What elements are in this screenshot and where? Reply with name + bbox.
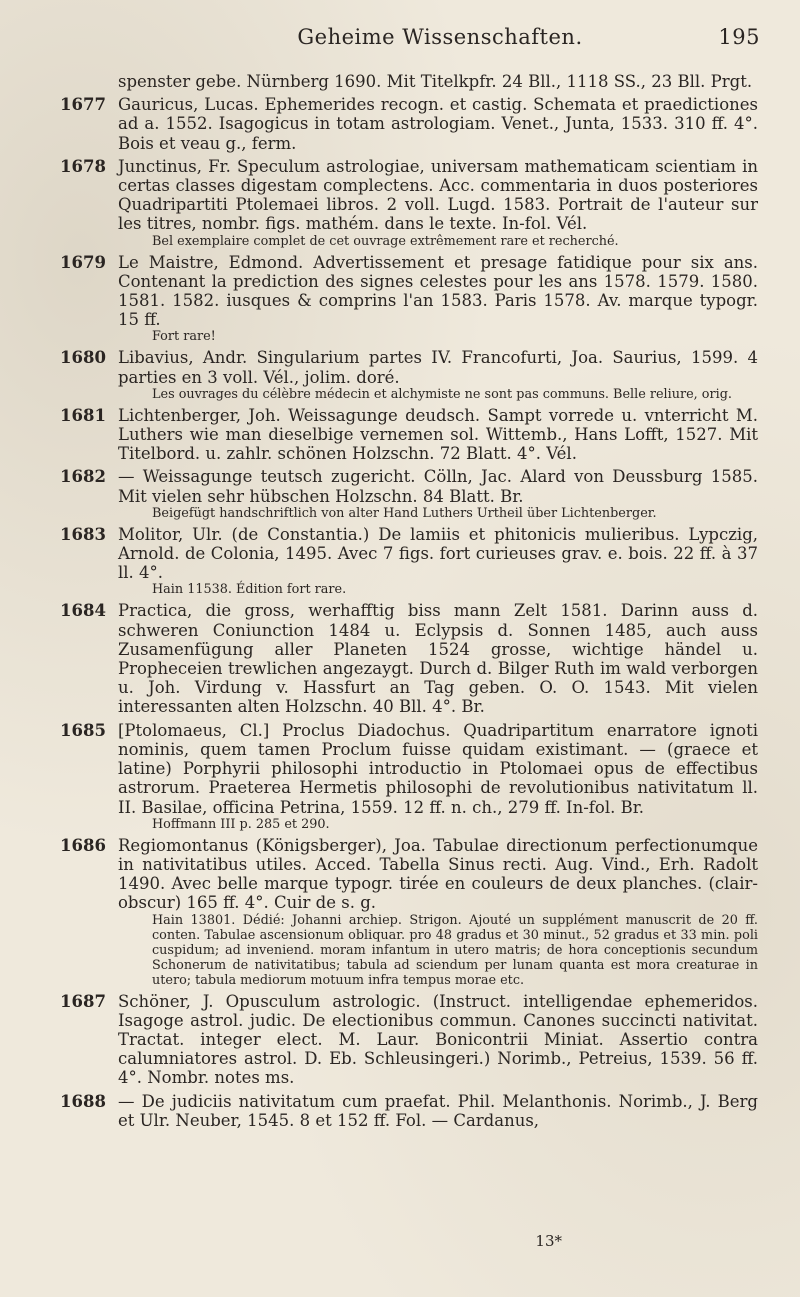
entry-text: Practica, die gross, werhafftig biss mann Zelt 1581. Darinn auss d. schweren Coniunction 1484 u. Eclypsis d. Sonnen 1485, auch auss Zusamenfügung aller Planeten 1524 grosse, wichtige händel u. Prophecеien trewlichen angezaygt. Durch d. Bilger Ruth im wald verborgen u. Joh. Virdung v. Hassfurt an Tag geben. O. O. 1543. Mit vielen interessanten alten Holzschn. 40 Bll. 4°. Br. [118, 601, 758, 717]
list-item [0, 1092, 800, 1130]
list-item [0, 467, 800, 520]
entry-note: Beigefügt handschriftlich von alter Hand Luthers Urtheil über Lichtenberger. [152, 505, 657, 521]
entry-number: 1682 [60, 467, 106, 487]
entry-note: Bel exemplaire complet de cet ouvrage extrêmement rare et recherché. [152, 233, 619, 249]
entry-number: 1685 [60, 720, 106, 740]
list-item [0, 836, 800, 988]
running-header [120, 25, 760, 55]
entry-text: Schöner, J. Opusculum astrologic. (Instruct. intelligendae ephemeridos. Isagoge astrol. judic. De electionibus commun. Canones succincti nativitat. Tractat. integer elect. M. Laur. Bonicontrii Miniat. Assertio contra calumniatores astrol. D. Eb. Schleusingeri.) Norimb., Petreius, 1539. 56 ff. 4°. Nombr. notes ms. [118, 991, 758, 1088]
entry-note: Hain 13801. Dédié: Johanni archiep. Strigon. Ajouté un supplément manuscrit de 20 ff. conten. Tabulae ascensionum obliquar. pro 48 gradus et 30 minut., 52 gradus et 33 min. poli cuspidum; ad inveniend. moram infantum in utero matris; de hora conceptionis secundum Schonerum de nativitatibus; tabula ad sciendum per lunam quanta est mora creaturae in utero; tabula mediorum motuum infra tempus morae etc. [152, 912, 758, 988]
entry-note: Fort rare! [152, 329, 216, 345]
catalogue-entries [0, 72, 800, 1134]
list-item [0, 601, 800, 716]
entry-text: [Ptolomaeus, Cl.] Proclus Diadochus. Quadripartitum enarratore ignoti nominis, quem tamen Proclum fuisse quidam existimant. — (graece et latine) Porphyrii philosophi introductio in Ptolomaei opus de effectibus astrorum. Praeterea Hermetis philosophi de revolutionibus nativitatum ll. II. Basilae, officina Petrina, 1559. 12 ff. n. ch., 279 ff. In-fol. Br. [118, 720, 758, 817]
list-item [0, 406, 800, 464]
list-item [0, 157, 800, 249]
list-item [0, 72, 800, 91]
entry-text: Regiomontanus (Königsberger), Joa. Tabulae directionum perfectionumque in nativitatibus utiles. Acced. Tabella Sinus recti. Aug. Vind., Erh. Radolt 1490. Avec belle marque typogr. tirée en couleurs de deux planches. (clair-obscur) 165 ff. 4°. Cuir de s. g. [118, 835, 758, 913]
entry-text: spenster gebe. Nürnberg 1690. Mit Titelkpfr. 24 Bll., 1118 SS., 23 Bll. Prgt. [118, 72, 753, 91]
entry-number: 1678 [60, 156, 106, 176]
entry-number: 1684 [60, 601, 106, 621]
entry-number: 1686 [60, 835, 106, 855]
list-item [0, 348, 800, 401]
entry-text: Junctinus, Fr. Speculum astrologiae, universam mathematicam scientiam in certas classes digestam complectens. Acc. commentaria in duos posteriores Quadripartiti Ptolemaei libros. 2 voll. Lugd. 1583. Portrait de l'auteur sur les titres, nombr. figs. mathém. dans le texte. In-fol. Vél. [118, 156, 758, 234]
list-item [0, 525, 800, 598]
entry-note: Les ouvrages du célèbre médecin et alchymiste ne sont pas communs. Belle reliure, orig. [152, 386, 732, 402]
entry-text: Libavius, Andr. Singularium partes IV. Francofurti, Joa. Saurius, 1599. 4 parties en 3 voll. Vél., jolim. doré. [118, 348, 758, 387]
page-title: Geheime Wissenschaften. [297, 25, 583, 49]
entry-note: Hoffmann III p. 285 et 290. [152, 816, 330, 832]
list-item [0, 95, 800, 153]
list-item [0, 721, 800, 832]
list-item [0, 253, 800, 345]
list-item [0, 992, 800, 1088]
entry-number: 1688 [60, 1091, 106, 1111]
entry-text: Le Maistre, Edmond. Advertissement et presage fatidique pour six ans. Contenant la prediction des signes celestes pour les ans 1578. 1579. 1580. 1581. 1582. iusques & comprins l'an 1583. Paris 1578. Av. marque typogr. 15 ff. [118, 252, 758, 330]
entry-note: Hain 11538. Édition fort rare. [152, 582, 347, 598]
entry-number: 1680 [60, 348, 106, 368]
entry-text: Lichtenberger, Joh. Weissagunge deudsch. Sampt vorrede u. vnterricht M. Luthers wie man dieselbige vernemen sol. Wittemb., Hans Lofft, 1527. Mit Titelbord. u. zahlr. schönen Holzschn. 72 Blatt. 4°. Vél. [118, 405, 758, 464]
page-number: 195 [718, 25, 760, 49]
entry-number: 1681 [60, 405, 106, 425]
signature-mark: 13* [535, 1232, 562, 1250]
entry-number: 1679 [60, 252, 106, 272]
entry-text: — De judiciis nativitatum cum praefat. Phil. Melanthonis. Norimb., J. Berg et Ulr. Neuber, 1545. 8 et 152 ff. Fol. — Cardanus, [118, 1091, 758, 1130]
entry-text: Molitor, Ulr. (de Constantia.) De lamiis et phitonicis mulieribus. Lypczig, Arnold. de Colonia, 1495. Avec 7 figs. fort curieuses grav. e. bois. 22 ff. à 37 ll. 4°. [118, 524, 758, 583]
entry-number: 1677 [60, 95, 106, 115]
entry-number: 1687 [60, 991, 106, 1011]
entry-text: Gauricus, Lucas. Ephemerides recogn. et castig. Schemata et praedictiones ad a. 1552. Isagogicus in totam astrologiam. Venet., Junta, 1533. 310 ff. 4°. Bois et veau g., ferm. [118, 95, 758, 153]
entry-number: 1683 [60, 524, 106, 544]
entry-text: — Weissagunge teutsch zugericht. Cölln, Jac. Alard von Deussburg 1585. Mit vielen sehr hübschen Holzschn. 84 Blatt. Br. [118, 467, 758, 506]
